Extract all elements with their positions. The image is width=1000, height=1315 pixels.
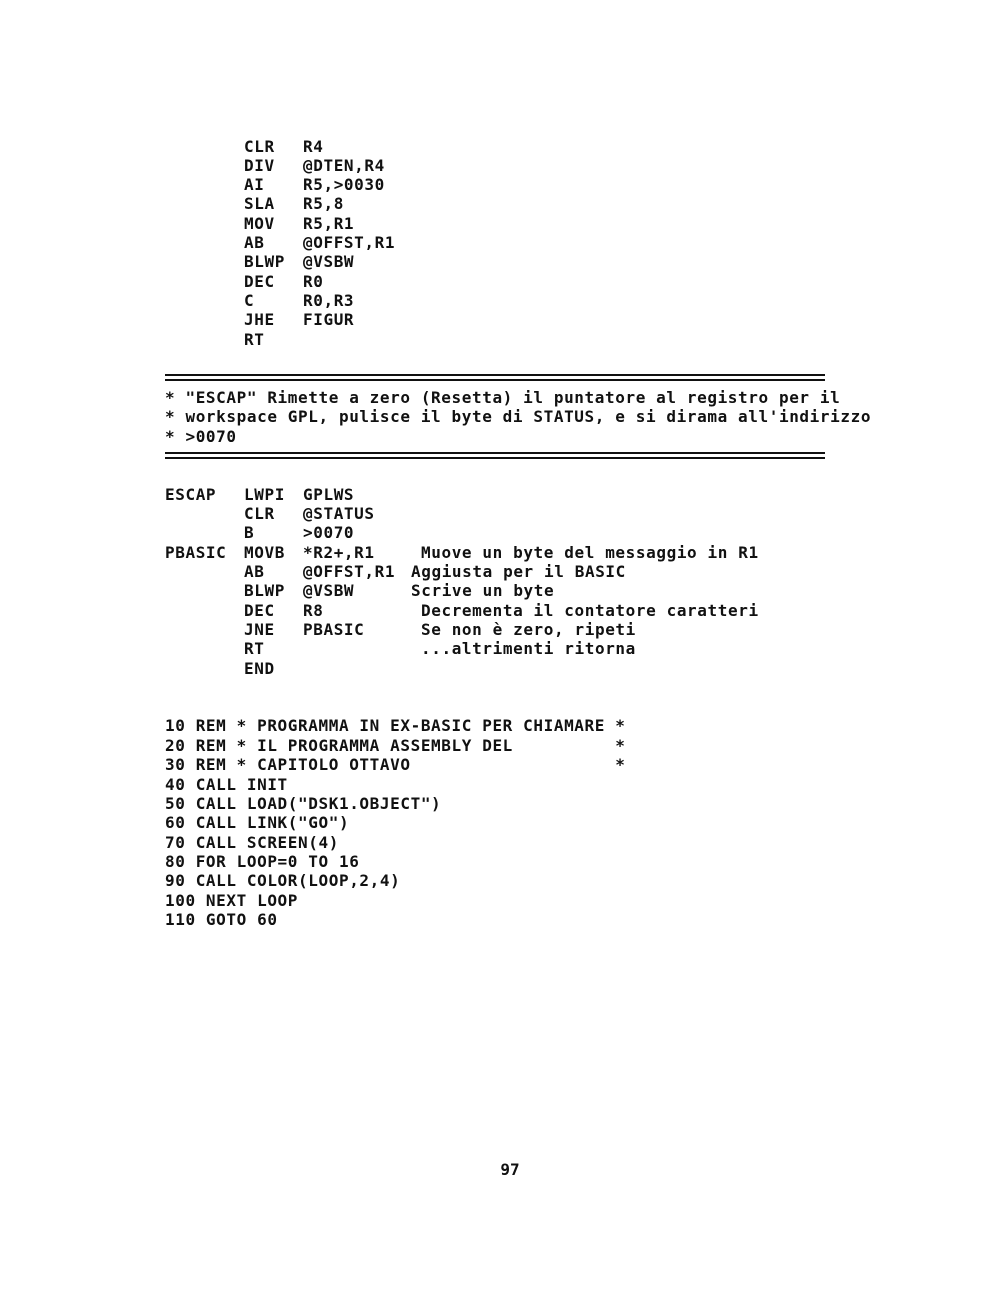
basic-text: 40 CALL INIT	[165, 775, 288, 794]
opcode: DEC	[244, 272, 275, 291]
comment-text: * >0070	[165, 427, 237, 446]
opcode: END	[244, 659, 275, 678]
comment-text: * "ESCAP" Rimette a zero (Resetta) il puntatore al registro per il	[165, 388, 841, 407]
operand: @STATUS	[303, 504, 375, 523]
opcode: MOVB	[244, 543, 285, 562]
opcode: CLR	[244, 504, 275, 523]
basic-text: 60 CALL LINK("GO")	[165, 813, 350, 832]
inline-comment: Decrementa il contatore caratteri	[421, 601, 759, 620]
operand: R5,8	[303, 194, 344, 213]
opcode: MOV	[244, 214, 275, 233]
opcode: B	[244, 523, 255, 542]
operand: FIGUR	[303, 310, 355, 329]
opcode: AB	[244, 233, 265, 252]
basic-text: 50 CALL LOAD("DSK1.OBJECT")	[165, 794, 442, 813]
label: ESCAP	[165, 485, 217, 504]
operand: @VSBW	[303, 581, 355, 600]
inline-comment: Aggiusta per il BASIC	[411, 562, 626, 581]
page-number: 97	[500, 1160, 520, 1179]
opcode: AB	[244, 562, 265, 581]
inline-comment: Muove un byte del messaggio in R1	[421, 543, 759, 562]
operand: R0	[303, 272, 324, 291]
basic-text: 70 CALL SCREEN(4)	[165, 833, 339, 852]
basic-text: 10 REM * PROGRAMMA IN EX-BASIC PER CHIAMARE *	[165, 716, 626, 735]
operand: @VSBW	[303, 252, 355, 271]
opcode: LWPI	[244, 485, 285, 504]
operand: *R2+,R1	[303, 543, 375, 562]
opcode: RT	[244, 330, 265, 349]
separator-line	[165, 374, 825, 381]
basic-text: 90 CALL COLOR(LOOP,2,4)	[165, 871, 401, 890]
opcode: BLWP	[244, 581, 285, 600]
label: PBASIC	[165, 543, 227, 562]
opcode: SLA	[244, 194, 275, 213]
opcode: CLR	[244, 137, 275, 156]
operand: @OFFST,R1	[303, 233, 396, 252]
inline-comment: ...altrimenti ritorna	[421, 639, 636, 658]
operand: R8	[303, 601, 324, 620]
separator-line	[165, 452, 825, 459]
basic-text: 110 GOTO 60	[165, 910, 278, 929]
opcode: DEC	[244, 601, 275, 620]
operand: @DTEN,R4	[303, 156, 385, 175]
opcode: BLWP	[244, 252, 285, 271]
basic-text: 20 REM * IL PROGRAMMA ASSEMBLY DEL *	[165, 736, 626, 755]
opcode: C	[244, 291, 255, 310]
operand: >0070	[303, 523, 355, 542]
operand: R5,R1	[303, 214, 355, 233]
operand: GPLWS	[303, 485, 355, 504]
basic-text: 80 FOR LOOP=0 TO 16	[165, 852, 360, 871]
opcode: AI	[244, 175, 265, 194]
basic-text: 30 REM * CAPITOLO OTTAVO *	[165, 755, 626, 774]
opcode: JHE	[244, 310, 275, 329]
opcode: JNE	[244, 620, 275, 639]
basic-text: 100 NEXT LOOP	[165, 891, 299, 910]
operand: PBASIC	[303, 620, 365, 639]
comment-text: * workspace GPL, pulisce il byte di STATUS, e si dirama all'indirizzo	[165, 407, 872, 426]
operand: R0,R3	[303, 291, 355, 310]
operand: R4	[303, 137, 324, 156]
operand: @OFFST,R1	[303, 562, 396, 581]
inline-comment: Se non è zero, ripeti	[421, 620, 636, 639]
opcode: DIV	[244, 156, 275, 175]
opcode: RT	[244, 639, 265, 658]
inline-comment: Scrive un byte	[411, 581, 555, 600]
operand: R5,>0030	[303, 175, 385, 194]
